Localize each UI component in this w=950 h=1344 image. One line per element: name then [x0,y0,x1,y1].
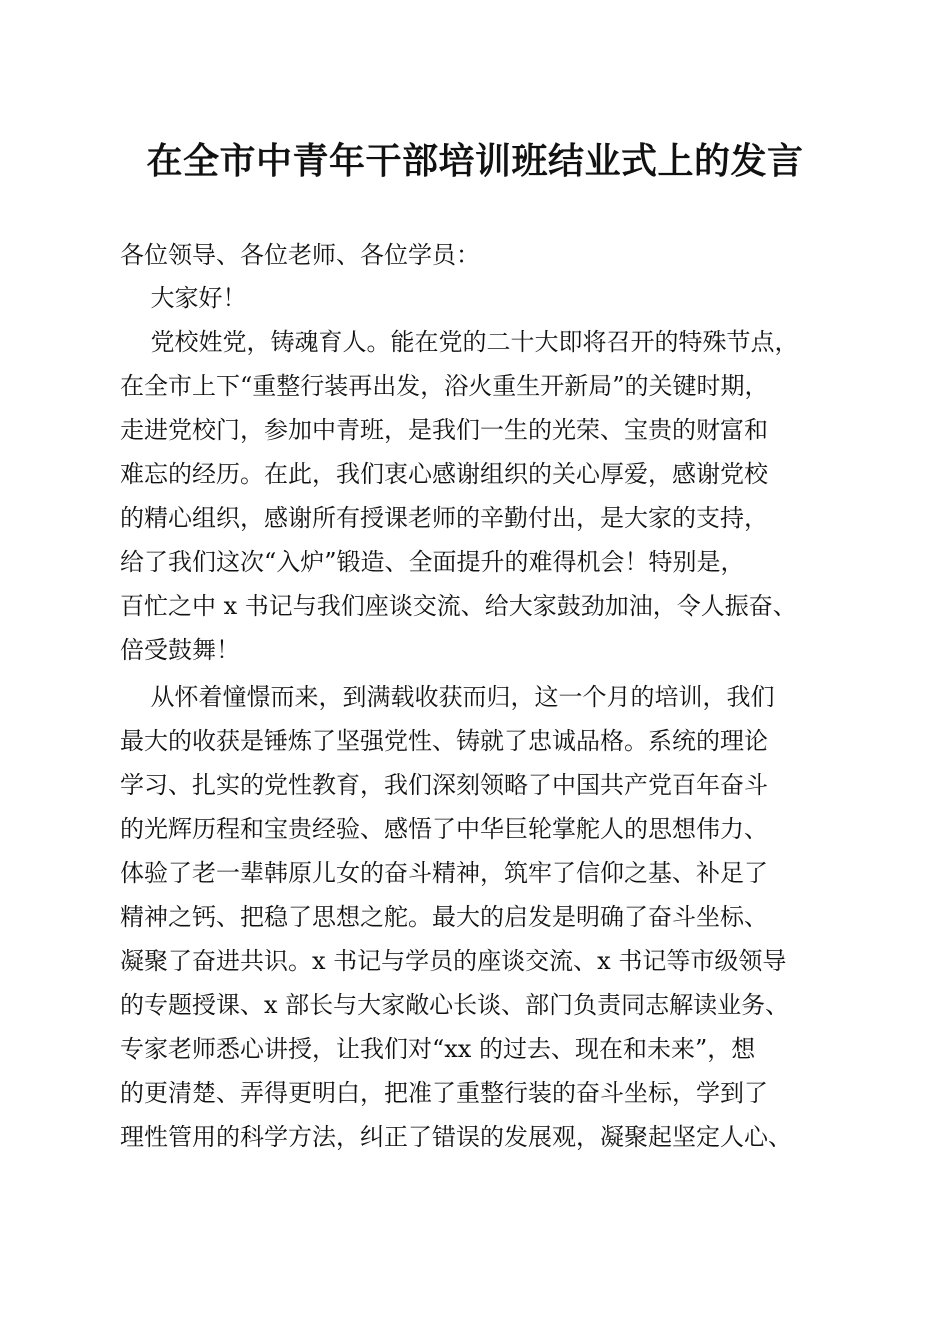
body-line-10: 倍受鼓舞！ [120,636,240,664]
body-line-11: 从怀着憧憬而来，到满载收获而归，这一个月的培训，我们 [120,683,775,711]
body-line-18: 的专题授课、x 部长与大家敞心长谈、部门负责同志解读业务、 [120,991,790,1019]
body-line-14: 的光辉历程和宝贵经验、感悟了中华巨轮掌舵人的思想伟力、 [120,815,768,843]
body-line-8: 给了我们这次“入炉”锻造、全面提升的难得机会！特别是， [120,548,745,576]
document-title: 在全市中青年干部培训班结业式上的发言 [146,140,804,182]
body-line-3: 党校姓党，铸魂育人。能在党的二十大即将召开的特殊节点， [120,328,799,356]
body-line-16: 精神之钙、把稳了思想之舵。最大的启发是明确了奋斗坐标、 [120,903,768,931]
body-line-4: 在全市上下“重整行装再出发，浴火重生开新局”的关键时期， [120,372,769,400]
body-line-6: 难忘的经历。在此，我们衷心感谢组织的关心厚爱，感谢党校 [120,460,768,488]
body-line-2: 大家好！ [120,284,247,312]
body-line-12: 最大的收获是锤炼了坚强党性、铸就了忠诚品格。系统的理论 [120,727,768,755]
body-line-20: 的更清楚、弄得更明白，把准了重整行装的奋斗坐标，学到了 [120,1079,768,1107]
body-line-13: 学习、扎实的党性教育，我们深刻领略了中国共产党百年奋斗 [120,771,768,799]
body-line-15: 体验了老一辈韩原儿女的奋斗精神，筑牢了信仰之基、补足了 [120,859,768,887]
body-line-7: 的精心组织，感谢所有授课老师的辛勤付出，是大家的支持， [120,504,768,532]
body-line-17: 凝聚了奋进共识。x 书记与学员的座谈交流、x 书记等市级领导 [120,947,787,975]
body-line-21: 理性管用的科学方法，纠正了错误的发展观，凝聚起坚定人心、 [120,1123,792,1151]
body-line-19: 专家老师悉心讲授，让我们对“xx 的过去、现在和未来”，想 [120,1035,756,1063]
body-line-5: 走进党校门，参加中青班，是我们一生的光荣、宝贵的财富和 [120,416,768,444]
body-line-9: 百忙之中 x 书记与我们座谈交流、给大家鼓劲加油，令人振奋、 [120,592,797,620]
body-line-1: 各位领导、各位老师、各位学员： [120,241,480,269]
